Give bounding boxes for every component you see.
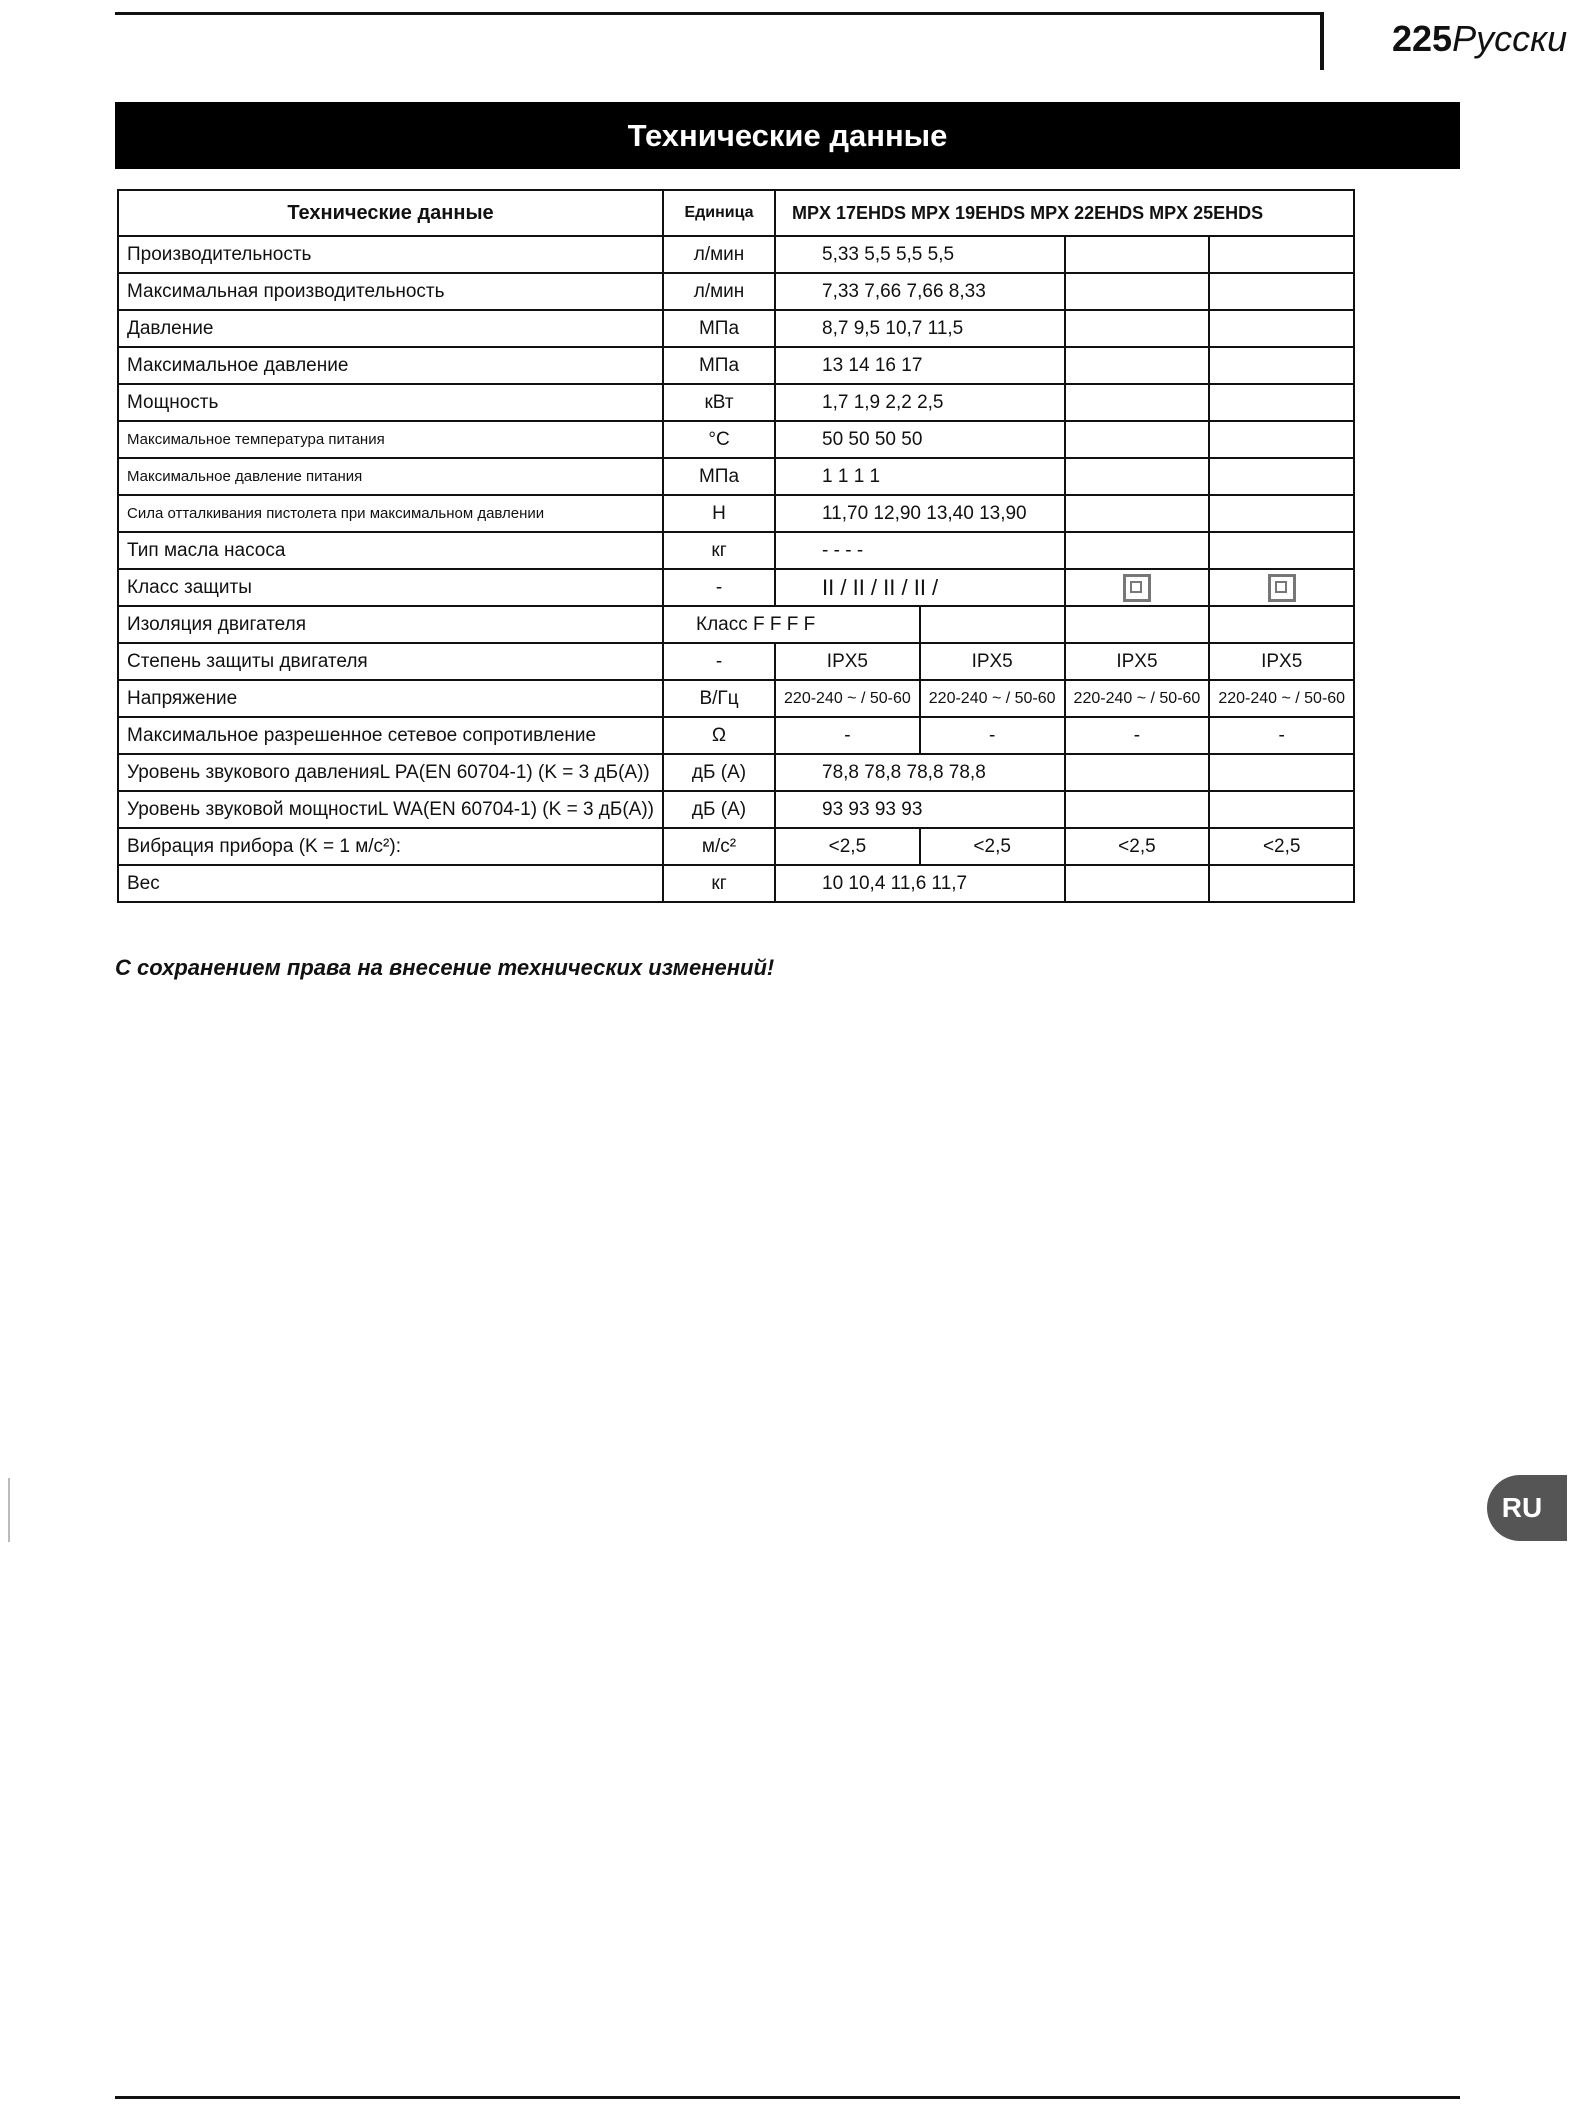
empty-cell (1209, 421, 1354, 458)
packed-values: 5,33 5,5 5,5 5,5 (775, 236, 1065, 273)
empty-cell (920, 606, 1065, 643)
empty-cell (1065, 310, 1210, 347)
empty-cell (1209, 606, 1354, 643)
table-row (118, 347, 1354, 384)
value-cell: - (775, 717, 920, 754)
row-label: Производительность (118, 236, 663, 273)
empty-cell (1209, 236, 1354, 273)
row-unit: кг (663, 865, 775, 902)
packed-values: - - - - (775, 532, 1065, 569)
value-cell: <2,5 (920, 828, 1065, 865)
empty-cell (1065, 865, 1210, 902)
table-row (118, 421, 1354, 458)
empty-cell (1209, 865, 1354, 902)
header-name: Технические данные (118, 190, 663, 236)
table-header-row (118, 190, 1354, 236)
empty-cell (1065, 421, 1210, 458)
table-row (118, 236, 1354, 273)
row-unit: °C (663, 421, 775, 458)
row-unit: кг (663, 532, 775, 569)
row-label: Максимальное давление (118, 347, 663, 384)
empty-cell (1065, 236, 1210, 273)
empty-cell (1065, 606, 1210, 643)
row-label: Напряжение (118, 680, 663, 717)
row-label: Максимальное давление питания (118, 458, 663, 495)
page-language: Русски (1452, 18, 1568, 59)
row-unit: - (663, 643, 775, 680)
value-cell: - (1065, 717, 1210, 754)
packed-values: 8,7 9,5 10,7 11,5 (775, 310, 1065, 347)
empty-cell (1209, 273, 1354, 310)
row-unit: кВт (663, 384, 775, 421)
table-row (118, 643, 1354, 680)
packed-values: 13 14 16 17 (775, 347, 1065, 384)
empty-cell (1209, 495, 1354, 532)
value-cell: IPX5 (1065, 643, 1210, 680)
value-cell: <2,5 (1209, 828, 1354, 865)
row-unit: Класс F F F F (663, 606, 920, 643)
table-row (118, 606, 1354, 643)
value-cell: IPX5 (920, 643, 1065, 680)
row-label: Максимальная производительность (118, 273, 663, 310)
row-label: Изоляция двигателя (118, 606, 663, 643)
empty-cell (1209, 754, 1354, 791)
value-cell: - (920, 717, 1065, 754)
empty-cell (1065, 273, 1210, 310)
empty-cell (1209, 791, 1354, 828)
footnote: С сохранением права на внесение технических изменений! (115, 955, 775, 980)
value-cell: 220-240 ~ / 50-60 (775, 680, 920, 717)
row-unit: л/мин (663, 273, 775, 310)
row-label: Вес (118, 865, 663, 902)
value-cell: IPX5 (775, 643, 920, 680)
class-icon-cell (1065, 569, 1210, 606)
table-row (118, 495, 1354, 532)
class-ii-double-square-icon (1123, 574, 1151, 602)
empty-cell (1065, 791, 1210, 828)
top-tick (1320, 12, 1324, 70)
row-unit: МПа (663, 458, 775, 495)
spec-table (117, 189, 1355, 903)
empty-cell (1209, 384, 1354, 421)
empty-cell (1065, 754, 1210, 791)
value-cell: <2,5 (775, 828, 920, 865)
row-label: Максимальное температура питания (118, 421, 663, 458)
value-cell: 220-240 ~ / 50-60 (1065, 680, 1210, 717)
table-row (118, 791, 1354, 828)
row-label: Мощность (118, 384, 663, 421)
value-cell: IPX5 (1209, 643, 1354, 680)
row-unit: - (663, 569, 775, 606)
empty-cell (1065, 384, 1210, 421)
page-number: 225 (1392, 18, 1453, 59)
spec-table-body (118, 236, 1354, 902)
class-icon-cell (1209, 569, 1354, 606)
value-cell: - (1209, 717, 1354, 754)
empty-cell (1209, 347, 1354, 384)
row-label: Степень защиты двигателя (118, 643, 663, 680)
row-label: Сила отталкивания пистолета при максимальном давлении (118, 495, 663, 532)
row-label: Класс защиты (118, 569, 663, 606)
bottom-rule (115, 2096, 1460, 2099)
table-row (118, 828, 1354, 865)
row-unit: л/мин (663, 236, 775, 273)
class-ii-double-square-icon (1268, 574, 1296, 602)
class-text: II / II / II / II / (822, 574, 939, 600)
row-label: Максимальное разрешенное сетевое сопротивление (118, 717, 663, 754)
header-models: MPX 17EHDS MPX 19EHDS MPX 22EHDS MPX 25EHDS (775, 190, 1354, 236)
value-cell: <2,5 (1065, 828, 1210, 865)
row-label: Уровень звуковой мощностиL WA(EN 60704-1) (K = 3 дБ(A)) (118, 791, 663, 828)
row-unit: Ω (663, 717, 775, 754)
header-unit: Единица (663, 190, 775, 236)
table-row (118, 458, 1354, 495)
value-cell: 220-240 ~ / 50-60 (920, 680, 1065, 717)
section-title: Технические данные (115, 102, 1460, 169)
empty-cell (1209, 532, 1354, 569)
table-row (118, 569, 1354, 606)
row-unit: МПа (663, 310, 775, 347)
packed-values: 50 50 50 50 (775, 421, 1065, 458)
row-label: Давление (118, 310, 663, 347)
value-cell: 220-240 ~ / 50-60 (1209, 680, 1354, 717)
empty-cell (1209, 310, 1354, 347)
row-label: Вибрация прибора (K = 1 м/с²): (118, 828, 663, 865)
page-header (1392, 18, 1567, 60)
table-row (118, 310, 1354, 347)
row-label: Уровень звукового давленияL PA(EN 60704-1) (K = 3 дБ(A)) (118, 754, 663, 791)
table-row (118, 717, 1354, 754)
empty-cell (1065, 458, 1210, 495)
empty-cell (1065, 347, 1210, 384)
table-row (118, 384, 1354, 421)
row-unit: МПа (663, 347, 775, 384)
packed-values: 7,33 7,66 7,66 8,33 (775, 273, 1065, 310)
packed-values: 1,7 1,9 2,2 2,5 (775, 384, 1065, 421)
row-unit: м/с² (663, 828, 775, 865)
row-label: Тип масла насоса (118, 532, 663, 569)
row-unit: В/Гц (663, 680, 775, 717)
table-row (118, 532, 1354, 569)
top-rule (115, 12, 1323, 15)
row-unit: Н (663, 495, 775, 532)
packed-values: 11,70 12,90 13,40 13,90 (775, 495, 1065, 532)
empty-cell (1209, 458, 1354, 495)
row-unit: дБ (A) (663, 754, 775, 791)
packed-values: 1 1 1 1 (775, 458, 1065, 495)
empty-cell (1065, 532, 1210, 569)
table-row (118, 680, 1354, 717)
packed-values: 78,8 78,8 78,8 78,8 (775, 754, 1065, 791)
packed-values: 93 93 93 93 (775, 791, 1065, 828)
table-row (118, 865, 1354, 902)
row-unit: дБ (A) (663, 791, 775, 828)
packed-values: 10 10,4 11,6 11,7 (775, 865, 1065, 902)
table-row (118, 754, 1354, 791)
side-tick (8, 1478, 10, 1542)
table-row (118, 273, 1354, 310)
class-cell (775, 569, 1065, 606)
empty-cell (1065, 495, 1210, 532)
language-badge: RU (1487, 1475, 1567, 1541)
